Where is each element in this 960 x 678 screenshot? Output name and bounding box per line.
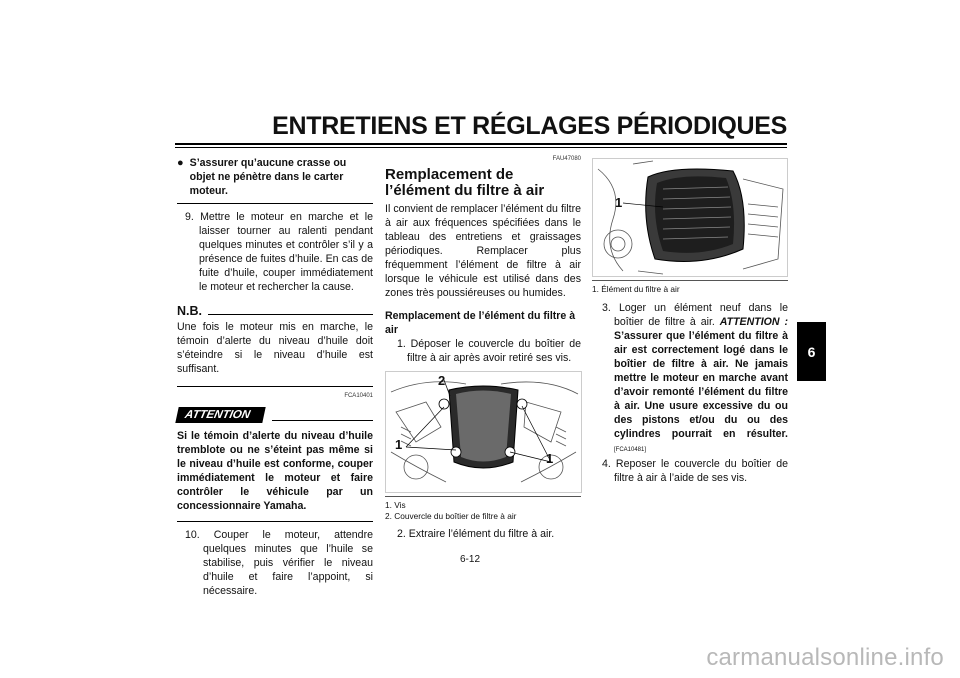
- divider: [177, 521, 373, 522]
- section-code: FAU47080: [552, 156, 581, 162]
- figure-label-1a: 1: [395, 437, 403, 452]
- caption-rule: [592, 280, 788, 281]
- attention-text: Si le témoin d’alerte du niveau d’huile tremblote ou ne s’éteint pas même si le niveau d’huile est conforme, couper immédiatement le moteur et faire contrôler le véhicule par un concessionnaire Yamaha.: [177, 430, 373, 512]
- chapter-tab[interactable]: 6: [797, 322, 826, 381]
- step-3-lead: 3. Loger un élément neuf dans le boîtier de filtre à air.: [602, 302, 788, 328]
- page-number: 6-12: [460, 554, 481, 565]
- filter-element-illustration: [593, 159, 787, 276]
- nb-text: Une fois le moteur mis en marche, le témoin d’alerte du niveau d’huile doit s’éteindre si le niveau d’huile est suffisant.: [177, 321, 373, 375]
- attention-code: FCA10401: [344, 393, 373, 399]
- bullet-icon: ●: [177, 157, 184, 169]
- page-header: [175, 112, 787, 152]
- bullet-text: S’assurer qu’aucune crasse ou objet ne pénètre dans le carter moteur.: [189, 157, 347, 197]
- figure-label-1b: 1: [546, 451, 554, 466]
- attention-heading: [177, 407, 373, 423]
- header-rule-thin: [175, 147, 787, 148]
- figure-label-2: 2: [438, 373, 446, 388]
- step-3: [592, 301, 788, 457]
- divider: [177, 386, 373, 387]
- caption-1: 1. Vis: [385, 500, 406, 510]
- divider: [177, 203, 373, 204]
- step-2: 2. Extraire l’élément du filtre à air.: [397, 528, 555, 540]
- figure-cover: [385, 371, 582, 493]
- step-9: 9. Mettre le moteur en marche et le laisser tourner au ralenti pendant quelques minutes et contrôler s’il y a présence de fuites d’huile. En cas de fuite d’huile, couper immédiatement le moteur et rechercher la cause.: [185, 211, 373, 293]
- section-title: Remplacement de l’élément du filtre à air: [385, 166, 545, 199]
- figure-element: [592, 158, 788, 277]
- header-rule-thick: [175, 143, 787, 145]
- caption-rule: [385, 496, 581, 497]
- nb-rule: [208, 314, 373, 315]
- column-right: [592, 158, 788, 485]
- step-1: 1. Déposer le couvercle du boîtier de filtre à air après avoir retiré ses vis.: [397, 338, 581, 364]
- step-10: 10. Couper le moteur, attendre quelques minutes que l’huile se stabilise, puis vérifier le niveau d’huile et faire l’appoint, si nécessaire.: [185, 529, 373, 597]
- attention-rule: [272, 420, 373, 421]
- section-intro: Il convient de remplacer l’élément du filtre à air aux fréquences spécifiées dans le tableau des entretiens et graissages périodiques. Remplacer plus fréquemment l’élément de filtre à air lorsque le véhicule est utilisé dans des zones très poussiéreuses ou humides.: [385, 203, 581, 299]
- nb-heading: [177, 304, 373, 318]
- step-3-warning: S’assurer que l’élément du filtre à air est correctement logé dans le boîtier de filtre à air. Ne jamais mettre le moteur en marche avant d’avoir remonté l’élément du filtre à air. Une usure excessive du ou des pistons et/ou du ou des cylindres pourrait en résulter.: [614, 330, 788, 440]
- bullet-item: [177, 156, 373, 198]
- step-4: 4. Reposer le couvercle du boîtier de filtre à air à l’aide de ses vis.: [602, 458, 788, 484]
- nb-title: N.B.: [177, 304, 202, 318]
- step-3-attention: ATTENTION :: [719, 316, 788, 328]
- attention-label: ATTENTION: [175, 407, 265, 423]
- column-middle: [385, 152, 581, 541]
- header-title: ENTRETIENS ET RÉGLAGES PÉRIODIQUES: [272, 112, 787, 140]
- cover-illustration: [386, 372, 581, 492]
- column-left: [177, 156, 373, 598]
- watermark[interactable]: carmanualsonline.info: [706, 644, 944, 671]
- step-3-code: [FCA10481]: [614, 447, 647, 453]
- caption-2: 2. Couvercle du boîtier de filtre à air: [385, 511, 517, 521]
- caption-element: 1. Élément du filtre à air: [592, 284, 680, 294]
- subheading: Remplacement de l’élément du filtre à air: [385, 310, 576, 336]
- figure-label-1: 1: [615, 195, 623, 210]
